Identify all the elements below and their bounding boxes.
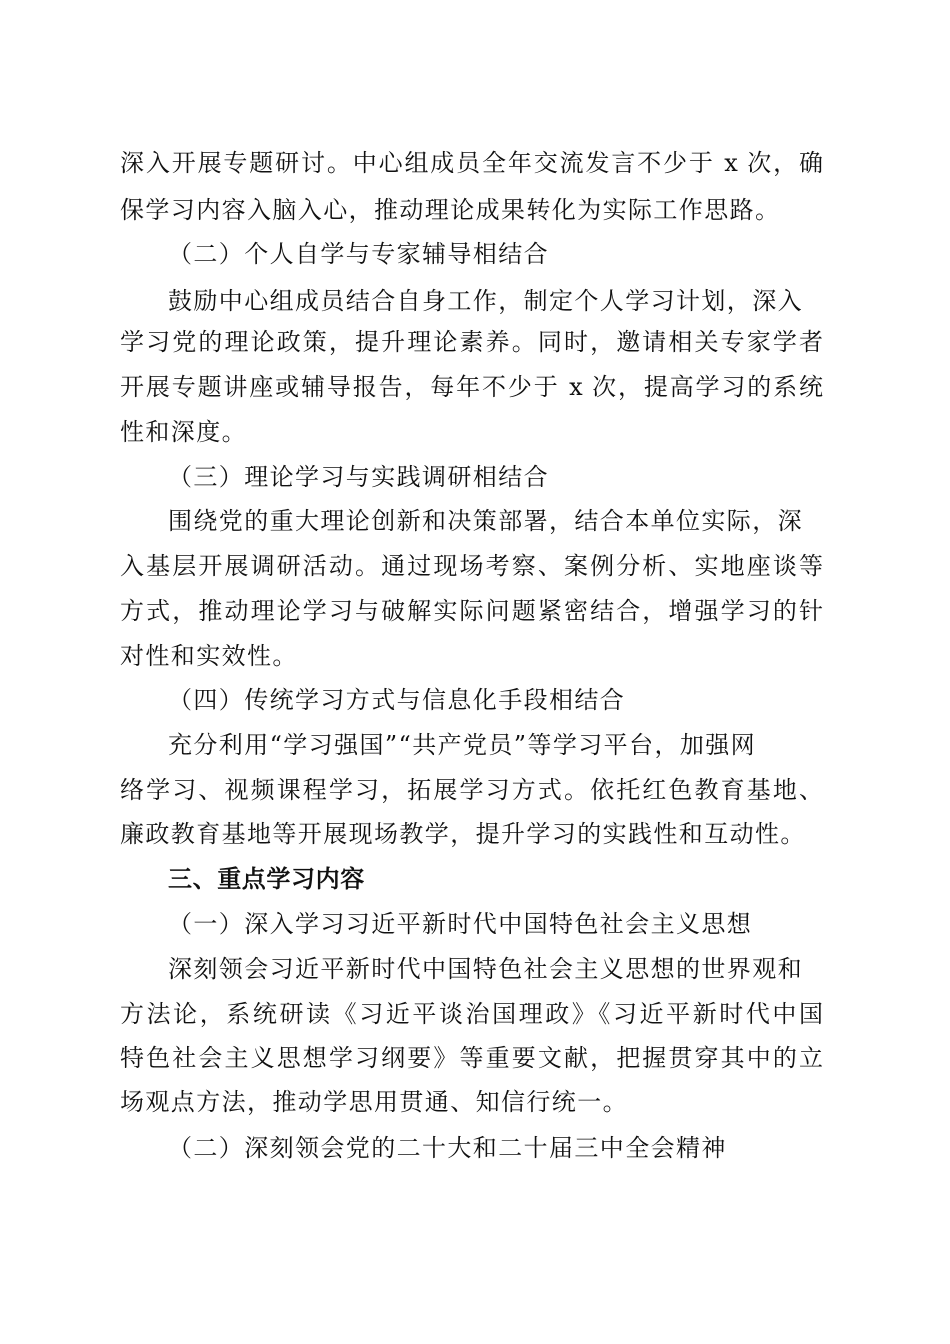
paragraph-line: 络学习、视频课程学习，拓展学习方式。依托红色教育基地、 (120, 776, 823, 804)
section-heading: 三、重点学习内容 (168, 865, 365, 893)
paragraph-line: 特色社会主义思想学习纲要》等重要文献，把握贯穿其中的立 (120, 1044, 823, 1072)
paragraph-line: 围绕党的重大理论创新和决策部署，结合本单位实际，深 (168, 507, 803, 535)
section-subheading: （四）传统学习方式与信息化手段相结合 (168, 686, 626, 714)
paragraph-line: 深入开展专题研讨。中心组成员全年交流发言不少于 x 次，确 (120, 149, 823, 177)
section-subheading: （三）理论学习与实践调研相结合 (168, 463, 549, 491)
section-subheading: （一）深入学习习近平新时代中国特色社会主义思想 (168, 910, 753, 938)
paragraph-line: 方法论，系统研读《习近平谈治国理政》《习近平新时代中国 (120, 1000, 823, 1028)
paragraph-line: 保学习内容入脑入心，推动理论成果转化为实际工作思路。 (120, 196, 781, 224)
paragraph-line: 性和深度。 (120, 418, 247, 446)
paragraph-line: 对性和实效性。 (120, 642, 298, 670)
paragraph-line: 深刻领会习近平新时代中国特色社会主义思想的世界观和 (168, 955, 803, 983)
paragraph-line: 廉政教育基地等开展现场教学，提升学习的实践性和互动性。 (120, 820, 806, 848)
section-subheading: （二）个人自学与专家辅导相结合 (168, 240, 549, 268)
paragraph-line: 开展专题讲座或辅导报告，每年不少于 x 次，提高学习的系统 (120, 373, 823, 401)
paragraph-line: 入基层开展调研活动。通过现场考察、案例分析、实地座谈等 (120, 552, 823, 580)
paragraph-line: 鼓励中心组成员结合自身工作，制定个人学习计划，深入 (168, 287, 803, 315)
paragraph-line: 场观点方法，推动学思用贯通、知信行统一。 (120, 1088, 628, 1116)
paragraph-line: 方式，推动理论学习与破解实际问题紧密结合，增强学习的针 (120, 597, 823, 625)
paragraph-line: 充分利用“学习强国”“共产党员”等学习平台，加强网 (168, 731, 757, 759)
paragraph-line: 学习党的理论政策，提升理论素养。同时，邀请相关专家学者 (120, 328, 823, 356)
section-subheading: （二）深刻领会党的二十大和二十届三中全会精神 (168, 1134, 727, 1162)
